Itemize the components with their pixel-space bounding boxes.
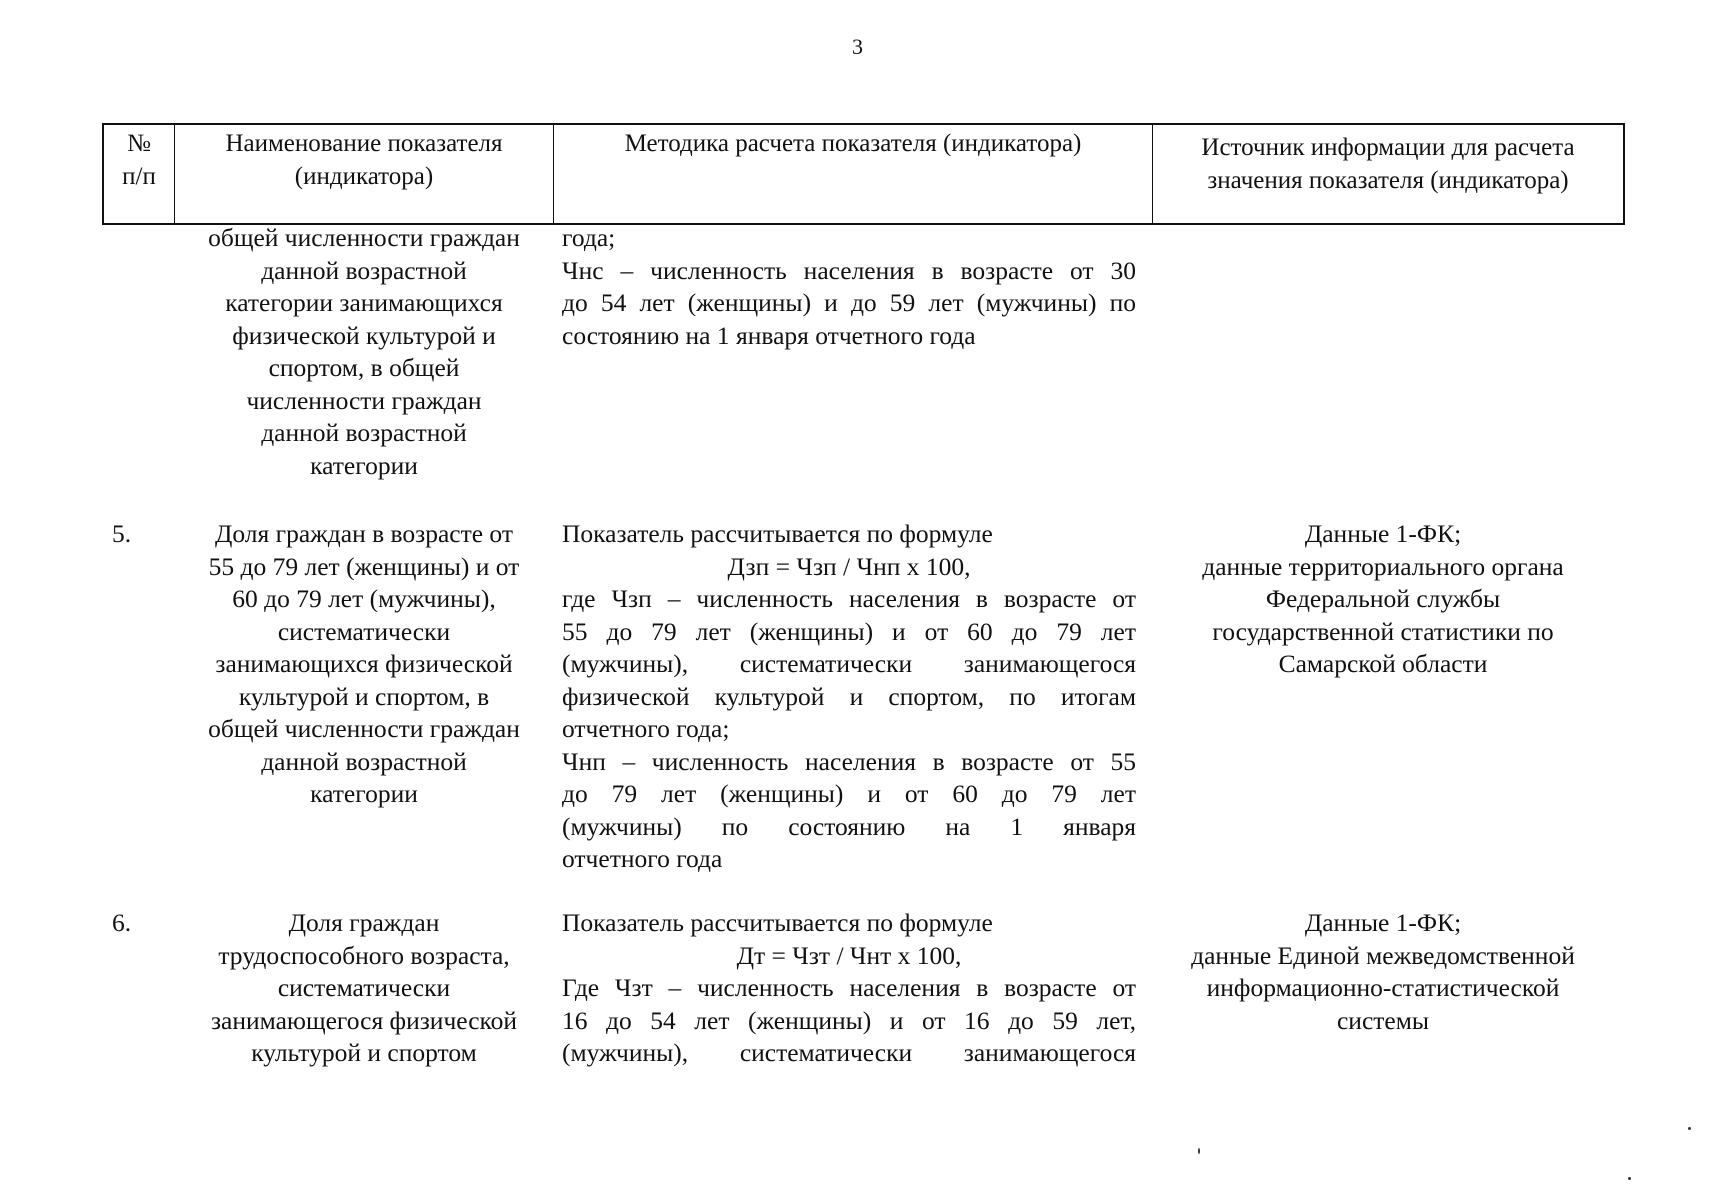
method-line: состоянию на 1 января отчетного года bbox=[562, 320, 976, 350]
row-6-method bbox=[562, 907, 1136, 1070]
name-line: физической культурой и bbox=[232, 320, 496, 350]
name-line: спортом, в общей bbox=[268, 353, 460, 382]
method-line: отчетного года bbox=[562, 844, 723, 873]
row-6-source bbox=[1160, 907, 1606, 1037]
method-line: 55 до 79 лет (женщины) и от 60 до 79 лет bbox=[562, 616, 1136, 646]
name-line: культурой и спортом, в bbox=[238, 681, 490, 711]
name-line: численности граждан bbox=[246, 385, 482, 415]
name-line: 55 до 79 лет (женщины) и от bbox=[208, 551, 520, 581]
row-0-method bbox=[562, 222, 1136, 352]
source-line: Самарской области bbox=[1278, 649, 1488, 678]
method-line: Показатель рассчитывается по формуле bbox=[562, 908, 993, 937]
formula: Дзп = Чзп / Чнп x 100, bbox=[727, 551, 971, 581]
name-line: категории bbox=[310, 450, 418, 480]
name-line: данной возрастной bbox=[261, 418, 467, 447]
header-text: № bbox=[127, 130, 151, 157]
method-line: 16 до 54 лет (женщины) и от 16 до 59 лет, bbox=[562, 1005, 1136, 1035]
name-line: культурой и спортом bbox=[251, 1038, 477, 1067]
scan-speck bbox=[1688, 1127, 1691, 1130]
name-line: занимающихся физической bbox=[215, 649, 513, 678]
method-line: Показатель рассчитывается по формуле bbox=[562, 519, 993, 548]
source-line: системы bbox=[1336, 1005, 1429, 1035]
method-line: отчетного года; bbox=[562, 714, 730, 743]
name-line: 60 до 79 лет (мужчины), bbox=[232, 584, 496, 613]
row-5-method bbox=[562, 518, 1136, 876]
source-line: Данные 1-ФК; bbox=[1304, 908, 1462, 937]
page-number: 3 bbox=[852, 34, 863, 59]
row-5-source bbox=[1160, 518, 1606, 681]
row-5-number: 5. bbox=[112, 519, 132, 548]
header-source bbox=[1153, 125, 1623, 223]
source-line: Федеральной службы bbox=[1265, 584, 1501, 613]
header-text: (индикатора) bbox=[294, 163, 434, 190]
name-line: систематически bbox=[277, 616, 451, 646]
name-line: трудоспособного возраста, bbox=[218, 940, 510, 970]
method-line: Чнс – численность населения в возрасте от 30 bbox=[562, 255, 1136, 285]
source-line: данные Единой межведомственной bbox=[1191, 940, 1575, 970]
name-line: Доля граждан bbox=[288, 908, 440, 937]
scan-speck bbox=[1628, 1177, 1631, 1180]
method-line: года; bbox=[562, 223, 616, 252]
name-line: общей численности граждан bbox=[208, 223, 520, 252]
name-line: систематически bbox=[277, 973, 451, 1002]
header-text: Методика расчета показателя (индикатора) bbox=[624, 130, 1082, 157]
source-line: данные территориального органа bbox=[1202, 551, 1564, 581]
source-line: информационно-статистической bbox=[1206, 973, 1560, 1002]
method-line: (мужчины), систематически занимающегося bbox=[562, 649, 1136, 678]
header-number bbox=[104, 125, 175, 223]
method-line: Чнп – численность населения в возрасте от 55 bbox=[562, 746, 1136, 776]
header-text: Источник информации для расчета bbox=[1201, 134, 1575, 161]
row-0-name bbox=[180, 222, 548, 482]
method-line: где Чзп – численность населения в возрасте от bbox=[562, 584, 1136, 613]
name-line: категории bbox=[310, 779, 418, 808]
method-line: физической культурой и спортом, по итогам bbox=[562, 681, 1136, 711]
name-line: Доля граждан в возрасте от bbox=[215, 519, 513, 548]
method-line: до 79 лет (женщины) и от 60 до 79 лет bbox=[562, 779, 1136, 808]
scan-speck bbox=[1198, 1148, 1200, 1154]
method-line: Где Чзт – численность населения в возрасте от bbox=[562, 973, 1136, 1002]
row-5-name bbox=[180, 518, 548, 811]
formula: Дт = Чзт / Чнт x 100, bbox=[736, 940, 962, 970]
source-line: Данные 1-ФК; bbox=[1304, 519, 1462, 548]
name-line: данной возрастной bbox=[261, 746, 467, 776]
header-text: значения показателя (индикатора) bbox=[1207, 167, 1569, 194]
source-line: государственной статистики по bbox=[1212, 616, 1554, 646]
method-line: (мужчины) по состоянию на 1 января bbox=[562, 811, 1136, 841]
header-text: Наименование показателя bbox=[225, 130, 503, 157]
name-line: занимающегося физической bbox=[210, 1005, 518, 1035]
method-line: до 54 лет (женщины) и до 59 лет (мужчины) по bbox=[562, 288, 1136, 317]
table-header bbox=[102, 123, 1625, 225]
name-line: категории занимающихся bbox=[225, 288, 503, 317]
header-text: п/п bbox=[122, 163, 156, 190]
row-6-number: 6. bbox=[112, 908, 132, 937]
header-method bbox=[554, 125, 1153, 223]
header-name bbox=[175, 125, 554, 223]
method-line: (мужчины), систематически занимающегося bbox=[562, 1038, 1136, 1067]
name-line: данной возрастной bbox=[261, 255, 467, 285]
row-6-name bbox=[180, 907, 548, 1070]
name-line: общей численности граждан bbox=[208, 714, 520, 743]
